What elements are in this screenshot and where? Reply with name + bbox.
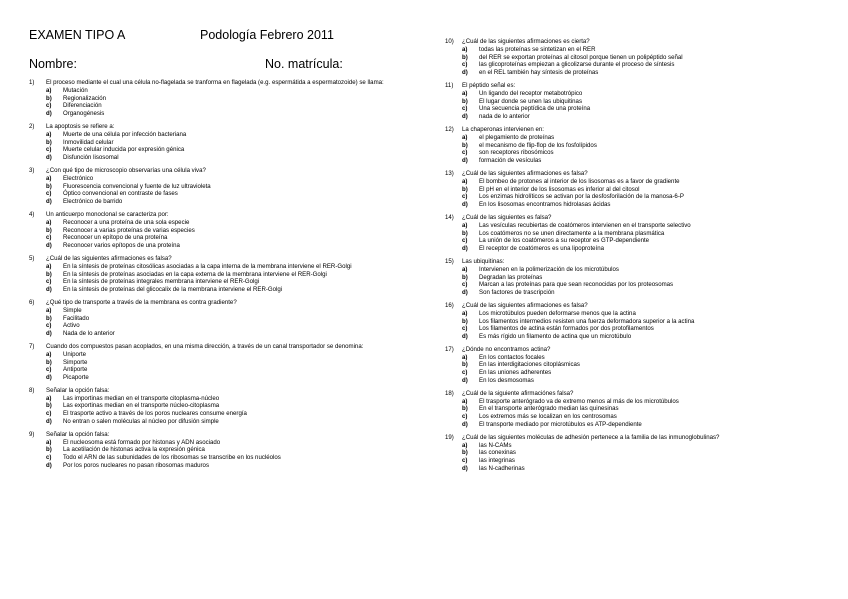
question-number: 14) — [445, 213, 454, 221]
option-letter: a) — [462, 441, 468, 449]
question-text: Las ubiquitinas: — [462, 257, 505, 265]
question-text: ¿Cuál de las siguientes afirmaciones es cierta? — [462, 38, 590, 45]
option-text: El bombeo de protones al interior de los lisosomas es a favor de gradiente — [479, 177, 680, 185]
option-letter: a) — [46, 130, 52, 138]
option-text: Reconocer a varias proteínas de varias especies — [63, 226, 195, 234]
option-letter: a) — [462, 309, 468, 317]
name-label: Nombre: — [29, 57, 77, 71]
exam-subject: Podología Febrero 2011 — [200, 28, 334, 42]
answer-option — [445, 46, 835, 54]
option-letter: d) — [462, 289, 468, 297]
answer-option — [29, 278, 419, 286]
question — [445, 302, 835, 341]
answer-option — [445, 113, 835, 121]
answer-option — [29, 110, 419, 118]
option-text: El nucleosoma está formado por histonas y ADN asociado — [63, 438, 221, 446]
answer-option — [29, 242, 419, 250]
answer-option — [445, 54, 835, 62]
question-number: 10) — [445, 38, 454, 45]
question-text: El péptido señal es: — [462, 81, 516, 89]
question-number: 6) — [29, 298, 35, 306]
answer-option — [445, 413, 835, 421]
option-letter: b) — [462, 97, 468, 105]
option-text: En la síntesis de proteínas del glicocalix de la membrana interviene el RER-Golgi — [63, 286, 283, 294]
option-letter: d) — [46, 110, 52, 118]
option-letter: b) — [462, 141, 468, 149]
question-text: ¿Cuál de las siguientes afirmaciones es falsa? — [46, 254, 172, 262]
answer-option — [445, 457, 835, 465]
option-text: Un ligando del receptor metabotrópico — [479, 89, 583, 97]
option-letter: d) — [462, 113, 468, 121]
option-text: El pH en el interior de los lisosomas es inferior al del citosol — [479, 185, 640, 193]
option-text: Intervienen en la polimerización de los microtúbulos — [479, 265, 619, 273]
option-letter: a) — [46, 174, 52, 182]
question — [29, 167, 419, 206]
option-letter: c) — [46, 146, 52, 154]
option-text: las N-CAMs — [479, 441, 512, 449]
option-letter: a) — [46, 438, 52, 446]
answer-option — [29, 446, 419, 454]
option-text: nada de lo anterior — [479, 113, 530, 121]
question-text: La chaperonas intervienen en: — [462, 125, 544, 133]
option-text: Organogénesis — [63, 110, 105, 118]
option-letter: c) — [462, 325, 468, 333]
option-text: Simple — [63, 306, 82, 314]
option-letter: a) — [462, 353, 468, 361]
answer-option — [29, 315, 419, 323]
option-text: del RER se exportan proteínas al citosol porque tienen un polipéptido señal — [479, 53, 683, 61]
option-letter: a) — [462, 45, 468, 53]
option-letter: a) — [462, 397, 468, 405]
question-text: ¿Qué tipo de transporte a través de la membrana es contra gradiente? — [46, 298, 237, 306]
option-text: Mutación — [63, 86, 88, 94]
answer-option — [445, 354, 835, 362]
left-question-column — [29, 79, 419, 475]
answer-option — [445, 98, 835, 106]
option-letter: a) — [46, 394, 52, 402]
option-text: La acetilación de histonas activa la expresión génica — [63, 446, 205, 454]
option-text: Los microtúbulos pueden deformarse menos que la actina — [479, 309, 636, 317]
option-text: El trasporte activo a través de los poros nucleares consume energía — [63, 410, 247, 418]
option-letter: b) — [46, 182, 52, 190]
option-text: Picaporte — [63, 374, 89, 382]
option-text: Las exportinas median en el transporte núcleo-citoplasma — [63, 402, 220, 410]
option-text: Los coatómeros no se unen directamente a la membrana plasmática — [479, 229, 665, 237]
option-letter: d) — [46, 154, 52, 162]
answer-option — [445, 442, 835, 450]
answer-option — [29, 131, 419, 139]
option-letter: d) — [46, 198, 52, 206]
id-label: No. matrícula: — [265, 57, 343, 71]
option-letter: c) — [462, 281, 468, 289]
question — [445, 126, 835, 165]
answer-option — [29, 359, 419, 367]
option-letter: d) — [462, 465, 468, 473]
option-letter: c) — [462, 369, 468, 377]
option-letter: a) — [462, 265, 468, 273]
answer-option — [29, 95, 419, 103]
answer-option — [29, 87, 419, 95]
question-number: 16) — [445, 301, 454, 309]
option-letter: a) — [462, 177, 468, 185]
option-letter: c) — [462, 149, 468, 157]
question — [445, 346, 835, 385]
question-number: 17) — [445, 345, 454, 353]
option-letter: d) — [46, 330, 52, 338]
answer-option — [29, 263, 419, 271]
option-letter: b) — [462, 185, 468, 193]
question-number: 1) — [29, 79, 35, 86]
option-letter: a) — [46, 306, 52, 314]
question-text: ¿Dónde no encontramos actina? — [462, 345, 551, 353]
question — [29, 79, 419, 118]
option-text: todas las proteínas se sintetizan en el RER — [479, 45, 596, 53]
question — [29, 431, 419, 470]
option-text: Reconocer varios epítopos de una proteína — [63, 242, 180, 250]
option-text: Muerte de una célula por infección bacteriana — [63, 130, 187, 138]
option-text: El receptor de coatómeros es una lipoproteína — [479, 245, 604, 253]
question-number: 11) — [445, 81, 454, 89]
question-number: 18) — [445, 389, 454, 397]
answer-option — [29, 146, 419, 154]
exam-type: EXAMEN TIPO A — [29, 28, 126, 42]
option-letter: c) — [46, 322, 52, 330]
option-letter: d) — [46, 374, 52, 382]
option-text: La unión de los coatómeros a su receptor es GTP-dependiente — [479, 237, 650, 245]
answer-option — [29, 418, 419, 426]
option-letter: d) — [462, 421, 468, 429]
answer-option — [29, 175, 419, 183]
question-text: El proceso mediante el cual una célula no-flagelada se tranforma en flagelada (e.g. espermátida a espermatozoide) se llama: — [46, 79, 384, 86]
option-text: Las vesículas recubiertas de coatómeros intervienen en el transporte selectivo — [479, 221, 691, 229]
answer-option — [445, 193, 835, 201]
option-letter: c) — [46, 366, 52, 374]
answer-option — [445, 142, 835, 150]
answer-option — [445, 333, 835, 341]
answer-option — [445, 369, 835, 377]
option-text: No entran o salen moléculas al núcleo por difusión simple — [63, 418, 219, 426]
answer-option — [29, 402, 419, 410]
answer-option — [445, 274, 835, 282]
option-text: Los filamentos de actina están formados por dos protofilamentos — [479, 325, 654, 333]
question-text: Cuando dos compuestos pasan acoplados, en una misma dirección, a través de un canal transportador se denomina: — [46, 342, 364, 350]
option-letter: c) — [462, 61, 468, 69]
option-text: las conexinas — [479, 449, 516, 457]
question — [445, 170, 835, 209]
answer-option — [445, 178, 835, 186]
answer-option — [445, 134, 835, 142]
option-letter: c) — [46, 102, 52, 110]
answer-option — [445, 377, 835, 385]
option-letter: c) — [462, 237, 468, 245]
option-text: El transporte mediado por microtúbulos es ATP-dependiente — [479, 421, 642, 429]
option-text: Los extremos más se localizan en los centrosomas — [479, 413, 617, 421]
option-text: Electrónico — [63, 174, 94, 182]
option-letter: d) — [462, 377, 468, 385]
answer-option — [29, 183, 419, 191]
option-text: Diferenciación — [63, 102, 102, 110]
answer-option — [29, 286, 419, 294]
option-text: En las uniones adherentes — [479, 369, 552, 377]
question — [445, 82, 835, 121]
option-text: Activo — [63, 322, 80, 330]
answer-option — [29, 198, 419, 206]
option-letter: c) — [46, 278, 52, 286]
option-text: Inmovilidad celular — [63, 138, 114, 146]
answer-option — [445, 222, 835, 230]
option-text: el mecanismo de flip-flop de los fosfolípidos — [479, 141, 597, 149]
option-text: Electrónico de barrido — [63, 198, 123, 206]
option-letter: b) — [46, 138, 52, 146]
option-text: En las interdigitaciones citoplásmicas — [479, 361, 580, 369]
option-letter: a) — [462, 89, 468, 97]
question-number: 5) — [29, 254, 35, 262]
option-text: el plegamiento de proteínas — [479, 133, 555, 141]
answer-option — [445, 149, 835, 157]
question-number: 3) — [29, 166, 35, 174]
answer-option — [29, 351, 419, 359]
question — [29, 123, 419, 162]
option-text: en el REL también hay síntesis de proteínas — [479, 69, 599, 77]
option-text: Facilitado — [63, 314, 90, 322]
answer-option — [29, 330, 419, 338]
question-text: Señalar la opción falsa: — [46, 386, 110, 394]
question-text: ¿Cuál de las siguientes es falsa? — [462, 213, 552, 221]
option-text: Es más rígido un filamento de actina que un microtúbulo — [479, 333, 632, 341]
option-letter: d) — [462, 201, 468, 209]
answer-option — [445, 69, 835, 77]
answer-option — [445, 266, 835, 274]
question-number: 13) — [445, 169, 454, 177]
question-number: 7) — [29, 342, 35, 350]
answer-option — [445, 230, 835, 238]
answer-option — [445, 289, 835, 297]
question — [29, 387, 419, 426]
question-text: La apoptosis se refiere a: — [46, 122, 115, 130]
option-text: Disfunción lisosomal — [63, 154, 119, 162]
option-text: En los contactos focales — [479, 353, 545, 361]
question — [29, 211, 419, 250]
option-letter: d) — [46, 286, 52, 294]
answer-option — [29, 439, 419, 447]
answer-option — [445, 281, 835, 289]
option-text: Los filamentos intermedios resisten una fuerza deformadora superior a la actina — [479, 317, 695, 325]
question — [445, 214, 835, 253]
option-letter: d) — [46, 462, 52, 470]
answer-option — [445, 310, 835, 318]
question-text: Señalar la opción falsa: — [46, 430, 110, 438]
option-letter: b) — [46, 402, 52, 410]
option-text: Regionalización — [63, 94, 107, 102]
answer-option — [445, 398, 835, 406]
answer-option — [29, 307, 419, 315]
option-text: son receptores ribosómicos — [479, 149, 554, 157]
option-letter: a) — [462, 133, 468, 141]
answer-option — [29, 154, 419, 162]
option-text: Muerte celular inducida por expresión génica — [63, 146, 185, 154]
question-number: 19) — [445, 433, 454, 441]
option-letter: c) — [462, 457, 468, 465]
option-letter: b) — [462, 405, 468, 413]
option-text: Reconocer un epítopo de una proteína — [63, 234, 168, 242]
option-letter: b) — [46, 226, 52, 234]
option-letter: b) — [46, 358, 52, 366]
question-number: 8) — [29, 386, 35, 394]
answer-option — [445, 465, 835, 473]
option-text: En la síntesis de proteínas asociadas en la capa externa de la membrana interviene el RER-Golgi — [63, 270, 327, 278]
question — [445, 434, 835, 473]
answer-option — [445, 105, 835, 113]
option-text: Antiporte — [63, 366, 88, 374]
option-text: Una secuencia peptídica de una proteína — [479, 105, 591, 113]
option-text: Son factores de trascripción — [479, 289, 555, 297]
option-text: Reconocer a una proteína de una sola especie — [63, 218, 190, 226]
option-text: las glicoproteínas empiezan a glicolizarse durante el proceso de síntesis — [479, 61, 675, 69]
option-letter: a) — [46, 86, 52, 94]
answer-option — [29, 190, 419, 198]
option-letter: b) — [462, 449, 468, 457]
option-text: Uniporte — [63, 350, 87, 358]
option-letter: d) — [462, 157, 468, 165]
option-letter: c) — [46, 454, 52, 462]
option-letter: d) — [46, 418, 52, 426]
option-letter: c) — [46, 234, 52, 242]
answer-option — [445, 361, 835, 369]
option-letter: c) — [462, 413, 468, 421]
answer-option — [445, 421, 835, 429]
question — [29, 299, 419, 338]
option-letter: a) — [46, 350, 52, 358]
option-text: Simporte — [63, 358, 88, 366]
option-text: Los enzimas hidrolíticos se activan por la desfosforilación de la manosa-6-P — [479, 193, 684, 201]
option-text: Degradan las proteínas — [479, 273, 543, 281]
answer-option — [445, 245, 835, 253]
answer-option — [29, 462, 419, 470]
question-text: ¿Cuál de la siguiente afirmaciónes falsa? — [462, 389, 574, 397]
option-text: En los lisosomas encontramos hidrolasas ácidas — [479, 201, 611, 209]
option-letter: b) — [462, 273, 468, 281]
option-text: En la síntesis de proteínas integrales membrana interviene el RER-Golgi — [63, 278, 260, 286]
right-question-column — [445, 38, 835, 478]
option-letter: c) — [462, 105, 468, 113]
option-letter: a) — [46, 218, 52, 226]
option-letter: b) — [462, 361, 468, 369]
question — [29, 255, 419, 294]
option-letter: c) — [462, 193, 468, 201]
question-number: 9) — [29, 430, 35, 438]
question-text: Un anticuerpo monoclonal se caracteriza por: — [46, 210, 169, 218]
option-letter: c) — [46, 410, 52, 418]
answer-option — [445, 201, 835, 209]
option-text: las integrinas — [479, 457, 515, 465]
answer-option — [29, 454, 419, 462]
answer-option — [29, 271, 419, 279]
answer-option — [445, 90, 835, 98]
option-text: Nada de lo anterior — [63, 330, 115, 338]
answer-option — [445, 318, 835, 326]
answer-option — [445, 157, 835, 165]
option-text: En el transporte anterógrado median las quinesinas — [479, 405, 619, 413]
option-letter: a) — [462, 221, 468, 229]
question — [445, 38, 835, 77]
option-letter: b) — [46, 446, 52, 454]
answer-option — [29, 227, 419, 235]
option-letter: d) — [462, 69, 468, 77]
option-text: En la síntesis de proteínas citosólicas asociadas a la capa interna de la membrana interviene el RER-Golgi — [63, 262, 352, 270]
option-letter: d) — [462, 245, 468, 253]
answer-option — [445, 405, 835, 413]
option-letter: b) — [46, 94, 52, 102]
option-text: El lugar donde se unen las ubiquitinas — [479, 97, 582, 105]
option-letter: b) — [46, 314, 52, 322]
question-number: 12) — [445, 125, 454, 133]
answer-option — [29, 322, 419, 330]
option-letter: b) — [46, 270, 52, 278]
answer-option — [29, 374, 419, 382]
option-text: las N-cadherinas — [479, 465, 525, 473]
question-text: ¿Cuál de las siguientes afirmaciones es falsa? — [462, 169, 588, 177]
question-text: ¿Cuál de las siguientes afirmaciones es falsa? — [462, 301, 588, 309]
answer-option — [445, 237, 835, 245]
option-letter: b) — [462, 229, 468, 237]
question-text: ¿Cuál de las siguientes moléculas de adhesión pertenece a la familia de las inmunoglobulinas? — [462, 433, 720, 441]
question-number: 4) — [29, 210, 35, 218]
option-text: formación de vesículas — [479, 157, 542, 165]
option-text: En los desmosomas — [479, 377, 534, 385]
answer-option — [29, 410, 419, 418]
answer-option — [29, 102, 419, 110]
option-letter: b) — [462, 53, 468, 61]
answer-option — [29, 139, 419, 147]
answer-option — [29, 366, 419, 374]
answer-option — [29, 395, 419, 403]
answer-option — [29, 234, 419, 242]
answer-option — [29, 219, 419, 227]
question — [445, 390, 835, 429]
option-text: Por los poros nucleares no pasan ribosomas maduros — [63, 462, 209, 470]
question — [445, 258, 835, 297]
question-number: 15) — [445, 257, 454, 265]
answer-option — [445, 449, 835, 457]
option-text: Las importinas median en el transporte citoplasma-núcleo — [63, 394, 220, 402]
option-letter: d) — [462, 333, 468, 341]
option-text: Marcan a las proteínas para que sean reconocidas por los proteosomas — [479, 281, 674, 289]
option-letter: a) — [46, 262, 52, 270]
option-letter: b) — [462, 317, 468, 325]
question-number: 2) — [29, 122, 35, 130]
answer-option — [445, 325, 835, 333]
question — [29, 343, 419, 382]
question-text: ¿Con qué tipo de microscopio observarías una célula viva? — [46, 166, 206, 174]
option-text: Fluorescencia convencional y fuente de luz ultravioleta — [63, 182, 211, 190]
answer-option — [445, 186, 835, 194]
option-text: Todo el ARN de las subunidades de los ribosomas se transcribe en los nucléolos — [63, 454, 281, 462]
answer-option — [445, 61, 835, 69]
option-text: Óptico convencional en contraste de fases — [63, 190, 178, 198]
option-text: El trasporte anterógrado va de extremo menos al más de los microtúbulos — [479, 397, 679, 405]
option-letter: d) — [46, 242, 52, 250]
option-letter: c) — [46, 190, 52, 198]
